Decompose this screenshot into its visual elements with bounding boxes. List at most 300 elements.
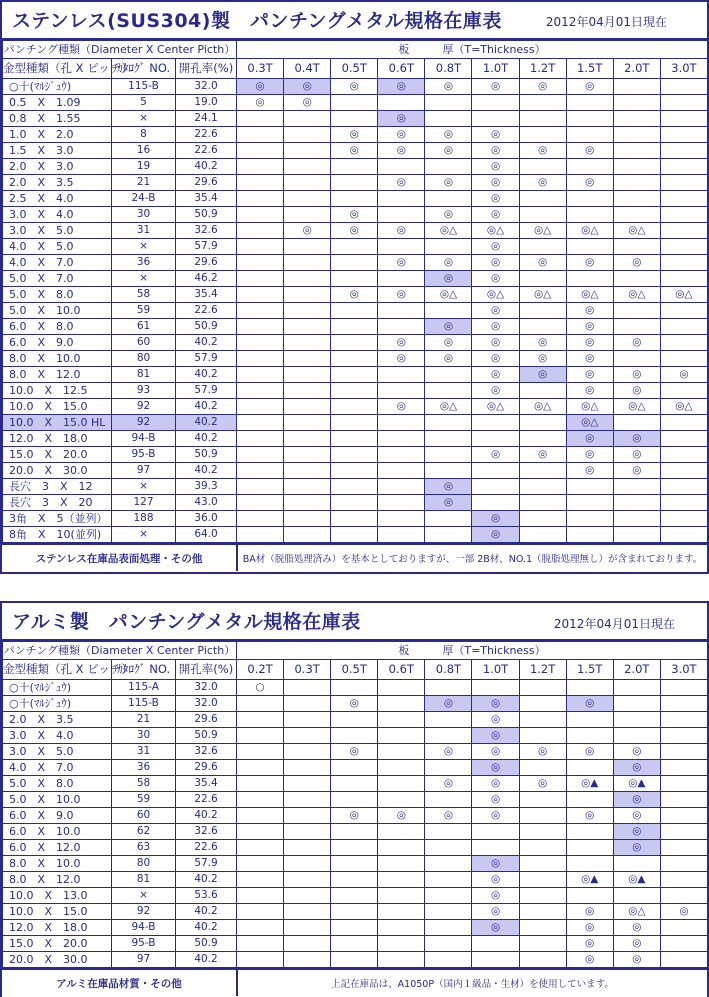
stock-mark-cell [237,255,284,271]
table-row [3,712,708,728]
stock-mark-cell [519,527,566,543]
stock-mark-cell [660,271,707,287]
catalog-no-cell: 19 [112,159,176,175]
die-type-cell: 8.0 X 10.0 [3,351,112,367]
table-row [3,367,708,383]
table-row [3,351,708,367]
stainless-thickness-8: 2.0T [613,59,660,79]
stock-mark-cell [660,79,707,95]
stock-mark-cell [284,383,331,399]
stock-mark-cell [660,431,707,447]
stock-mark-cell [613,111,660,127]
stock-mark-cell [331,760,378,776]
stock-mark-cell [237,159,284,175]
stock-mark-cell [613,271,660,287]
stock-mark-cell [331,728,378,744]
stock-mark-cell [660,888,707,904]
stock-mark-cell [378,680,425,696]
stock-mark-cell: ◎ [519,79,566,95]
stock-mark-cell [284,415,331,431]
stock-mark-cell: ◎△ [613,223,660,239]
open-rate-cell: 40.2 [176,808,237,824]
stock-mark-cell [660,824,707,840]
catalog-no-cell: × [112,271,176,287]
stock-mark-cell [284,495,331,511]
stock-mark-cell [613,728,660,744]
stock-mark-cell [425,463,472,479]
aluminum-thickness-2: 0.5T [331,660,378,680]
stock-mark-cell [331,351,378,367]
stock-mark-cell: ◎ [472,696,519,712]
stock-mark-cell: ◎ [613,920,660,936]
table-row [3,287,708,303]
stock-mark-cell [331,111,378,127]
stock-mark-cell: ◎▲ [613,776,660,792]
stock-mark-cell [237,712,284,728]
stock-mark-cell [237,744,284,760]
stock-mark-cell: ◎ [472,319,519,335]
stock-mark-cell: ◎ [425,335,472,351]
stock-mark-cell [284,920,331,936]
stainless-thickness-4: 0.8T [425,59,472,79]
stock-mark-cell [378,495,425,511]
catalog-no-cell: 62 [112,824,176,840]
stock-mark-cell: ◎ [613,936,660,952]
stock-mark-cell: ◎ [425,495,472,511]
stock-mark-cell [613,680,660,696]
table-row [3,744,708,760]
stock-mark-cell [378,872,425,888]
die-type-cell: 6.0 X 8.0 [3,319,112,335]
stock-mark-cell: ◎ [613,335,660,351]
stock-mark-cell [472,415,519,431]
stock-mark-cell [378,760,425,776]
stock-mark-cell: ◎ [472,383,519,399]
stock-mark-cell [237,888,284,904]
stock-mark-cell [331,399,378,415]
stock-mark-cell: ◎ [331,744,378,760]
catalog-no-cell: 94-B [112,431,176,447]
die-type-cell: 6.0 X 9.0 [3,808,112,824]
stock-mark-cell [613,319,660,335]
stock-mark-cell [284,143,331,159]
stock-mark-cell [331,319,378,335]
catalog-no-cell: × [112,888,176,904]
stock-mark-cell: ◎ [472,808,519,824]
stock-mark-cell [519,920,566,936]
catalog-no-cell: 92 [112,415,176,431]
stock-mark-cell: ◎ [472,920,519,936]
open-rate-cell: 32.0 [176,680,237,696]
stock-mark-cell: ◎ [425,319,472,335]
table-row [3,335,708,351]
open-rate-cell: 40.2 [176,431,237,447]
table-row [3,776,708,792]
stock-mark-cell [331,95,378,111]
stock-mark-cell: ◎ [472,79,519,95]
open-rate-cell: 46.2 [176,271,237,287]
stock-mark-cell: ◎ [331,287,378,303]
stock-mark-cell [331,904,378,920]
stock-mark-cell [613,239,660,255]
stock-mark-cell [284,952,331,968]
stock-mark-cell [660,776,707,792]
stock-mark-cell: ◎△ [472,223,519,239]
open-rate-cell: 64.0 [176,527,237,543]
open-rate-cell: 43.0 [176,495,237,511]
table-row [3,431,708,447]
die-type-cell: 10.0 X 15.0 HL [3,415,112,431]
stock-mark-cell [284,728,331,744]
open-rate-cell: 19.0 [176,95,237,111]
stock-mark-cell [284,527,331,543]
stock-mark-cell [660,351,707,367]
stock-mark-cell: ◎ [425,79,472,95]
catalog-no-cell: 36 [112,760,176,776]
catalog-no-cell: 81 [112,367,176,383]
stock-mark-cell [660,808,707,824]
stock-mark-cell [237,223,284,239]
stock-mark-cell: ◎ [331,223,378,239]
stainless-thickness-label: 板 厚（T=Thickness） [237,41,708,59]
stock-mark-cell [519,904,566,920]
table-row [3,463,708,479]
stock-mark-cell: ◎ [566,319,613,335]
stock-mark-cell [519,952,566,968]
open-rate-cell: 22.6 [176,143,237,159]
stock-mark-cell: ◎ [472,207,519,223]
table-row [3,319,708,335]
stock-mark-cell: ◎ [378,808,425,824]
stock-mark-cell [425,936,472,952]
stock-mark-cell [660,319,707,335]
stock-mark-cell: ◎ [472,303,519,319]
stock-mark-cell [284,888,331,904]
stock-mark-cell [519,463,566,479]
die-type-cell: 6.0 X 10.0 [3,824,112,840]
stock-mark-cell: ◎ [378,351,425,367]
catalog-no-cell: 36 [112,255,176,271]
open-rate-cell: 35.4 [176,776,237,792]
stock-mark-cell: ◎ [566,367,613,383]
stock-mark-cell [519,383,566,399]
stock-mark-cell [425,447,472,463]
stock-mark-cell: ◎ [378,335,425,351]
stock-mark-cell [519,511,566,527]
table-row [3,399,708,415]
stock-mark-cell [660,383,707,399]
stock-mark-cell: ◎△ [472,399,519,415]
table-row [3,952,708,968]
table-row [3,415,708,431]
table-row [3,191,708,207]
aluminum-thickness-3: 0.6T [378,660,425,680]
stock-mark-cell: ◎ [331,143,378,159]
stock-mark-cell [660,744,707,760]
table-row [3,872,708,888]
stock-mark-cell [660,463,707,479]
stock-mark-cell [613,79,660,95]
stock-mark-cell: ◎ [331,79,378,95]
open-rate-cell: 40.2 [176,904,237,920]
table-row [3,207,708,223]
stock-mark-cell: ◎ [472,447,519,463]
table-row [3,383,708,399]
stock-mark-cell [284,127,331,143]
open-rate-cell: 50.9 [176,728,237,744]
stock-mark-cell [331,175,378,191]
table-row [3,255,708,271]
stock-mark-cell: ◎△ [425,287,472,303]
stock-mark-cell: ◎ [566,952,613,968]
stock-mark-cell [566,127,613,143]
table-row [3,936,708,952]
open-rate-cell: 22.6 [176,840,237,856]
stock-mark-cell [284,271,331,287]
stainless-thickness-3: 0.6T [378,59,425,79]
stock-mark-cell [613,479,660,495]
stock-mark-cell [613,712,660,728]
stock-mark-cell: ◎ [472,159,519,175]
stock-mark-cell: ◎ [519,351,566,367]
stock-mark-cell [284,511,331,527]
stock-mark-cell [425,383,472,399]
stock-mark-cell: ◎ [472,904,519,920]
stock-mark-cell [660,303,707,319]
stock-mark-cell [660,792,707,808]
stock-mark-cell: ◎ [425,479,472,495]
stock-mark-cell [237,904,284,920]
stock-mark-cell [660,111,707,127]
stock-mark-cell [519,95,566,111]
stock-mark-cell: ◎△ [613,904,660,920]
stock-mark-cell: ◎ [472,351,519,367]
stock-mark-cell [378,696,425,712]
open-rate-cell: 40.2 [176,399,237,415]
catalog-no-cell: 30 [112,728,176,744]
stainless-thickness-1: 0.4T [284,59,331,79]
stainless-group-header-row [3,41,708,59]
stock-mark-cell: ◎ [519,143,566,159]
stainless-thickness-7: 1.5T [566,59,613,79]
aluminum-panel [0,601,709,997]
die-type-cell: 4.0 X 7.0 [3,760,112,776]
stock-mark-cell [378,776,425,792]
stainless-col-header-2: 開孔率(%) [176,59,237,79]
aluminum-stock-table [2,641,708,968]
stock-mark-cell [660,127,707,143]
table-row [3,904,708,920]
die-type-cell: 5.0 X 10.0 [3,792,112,808]
stock-mark-cell [378,936,425,952]
stock-mark-cell: ◎ [566,175,613,191]
stock-mark-cell: ◎ [613,840,660,856]
open-rate-cell: 50.9 [176,319,237,335]
catalog-no-cell: 59 [112,303,176,319]
stainless-thickness-6: 1.2T [519,59,566,79]
stock-mark-cell [284,808,331,824]
stock-mark-cell: ◎ [472,239,519,255]
open-rate-cell: 53.6 [176,888,237,904]
stock-mark-cell [472,824,519,840]
stock-mark-cell: ◎ [613,463,660,479]
die-type-cell: 10.0 X 12.5 [3,383,112,399]
stock-mark-cell [425,680,472,696]
aluminum-column-header-row [3,660,708,680]
stock-mark-cell [660,728,707,744]
table-row [3,271,708,287]
stock-mark-cell [284,936,331,952]
stock-mark-cell [237,511,284,527]
aluminum-thickness-1: 0.3T [284,660,331,680]
stock-mark-cell: ◎ [472,872,519,888]
stock-mark-cell [425,872,472,888]
stock-mark-cell [613,351,660,367]
stock-mark-cell [237,335,284,351]
stock-mark-cell [472,495,519,511]
stock-mark-cell: ◎ [613,367,660,383]
stock-mark-cell [331,776,378,792]
stock-mark-cell: ◎ [331,808,378,824]
aluminum-group-header-row [3,642,708,660]
stock-mark-cell [425,712,472,728]
stainless-thickness-2: 0.5T [331,59,378,79]
stock-mark-cell [331,415,378,431]
stock-mark-cell [378,383,425,399]
stock-mark-cell [613,415,660,431]
stock-mark-cell [660,527,707,543]
stainless-thickness-9: 3.0T [660,59,707,79]
stock-mark-cell: ◎ [566,447,613,463]
stock-mark-cell [378,159,425,175]
stock-mark-cell: ◎ [566,904,613,920]
stock-mark-cell [331,792,378,808]
stock-mark-cell: ◎△ [519,223,566,239]
stock-mark-cell: ◎ [425,808,472,824]
stock-mark-cell [237,479,284,495]
stock-mark-cell [237,776,284,792]
stock-mark-cell: ◎△ [425,399,472,415]
catalog-no-cell: 31 [112,223,176,239]
stock-mark-cell: ◎ [378,255,425,271]
aluminum-footer-note: 上記在庫品は、A1050P（国内１級品・生材）を使用しています。 [331,979,614,990]
stock-mark-cell: ◎ [425,271,472,287]
catalog-no-cell: 95-B [112,447,176,463]
stock-mark-cell [284,744,331,760]
stock-mark-cell: ◎△ [566,399,613,415]
stock-mark-cell [566,239,613,255]
die-type-cell: 4.0 X 5.0 [3,239,112,255]
catalog-no-cell: × [112,527,176,543]
table-row [3,159,708,175]
table-row [3,760,708,776]
die-type-cell: 20.0 X 30.0 [3,952,112,968]
stock-mark-cell [660,175,707,191]
stock-mark-cell [284,760,331,776]
stock-mark-cell: ◎ [566,255,613,271]
table-row [3,79,708,95]
stock-mark-cell [425,303,472,319]
stock-mark-cell [519,760,566,776]
open-rate-cell: 24.1 [176,111,237,127]
stock-mark-cell: ◎ [378,111,425,127]
die-type-cell: 8.0 X 12.0 [3,872,112,888]
open-rate-cell: 22.6 [176,127,237,143]
stock-mark-cell [237,367,284,383]
stock-mark-cell [519,207,566,223]
stock-mark-cell: ◎ [237,79,284,95]
table-row [3,888,708,904]
stock-mark-cell [519,872,566,888]
stock-mark-cell: ◎ [378,143,425,159]
stock-mark-cell [425,527,472,543]
die-type-cell: 5.0 X 8.0 [3,287,112,303]
stock-mark-cell: ◎ [660,904,707,920]
die-type-cell: 2.5 X 4.0 [3,191,112,207]
stock-mark-cell [237,175,284,191]
stock-mark-cell [378,303,425,319]
stock-mark-cell [331,271,378,287]
stock-mark-cell [237,415,284,431]
stock-mark-cell [284,351,331,367]
catalog-no-cell: 115-B [112,79,176,95]
stock-mark-cell [660,415,707,431]
stock-mark-cell [331,479,378,495]
stock-mark-cell: ◎ [472,191,519,207]
stock-mark-cell [425,191,472,207]
stock-mark-cell: ◎ [566,696,613,712]
die-type-cell: 8.0 X 10.0 [3,856,112,872]
stock-mark-cell: ◎ [613,824,660,840]
stock-mark-cell [237,271,284,287]
stock-mark-cell [472,431,519,447]
aluminum-thickness-5: 1.0T [472,660,519,680]
stock-mark-cell [237,207,284,223]
stock-mark-cell [425,159,472,175]
stock-mark-cell [660,191,707,207]
stock-mark-cell [566,888,613,904]
stock-mark-cell [566,824,613,840]
stock-mark-cell [519,239,566,255]
table-row [3,856,708,872]
stock-mark-cell [378,744,425,760]
stock-mark-cell: ◎▲ [566,776,613,792]
stock-mark-cell: ◎ [331,127,378,143]
stock-mark-cell [331,383,378,399]
stock-mark-cell [378,888,425,904]
aluminum-thickness-4: 0.8T [425,660,472,680]
stock-mark-cell [613,495,660,511]
stock-mark-cell: ◎△ [425,223,472,239]
die-type-cell: 4.0 X 7.0 [3,255,112,271]
stock-mark-cell [660,872,707,888]
catalog-no-cell: 81 [112,872,176,888]
stock-mark-cell [613,511,660,527]
open-rate-cell: 39.3 [176,479,237,495]
stock-mark-cell [284,367,331,383]
stock-mark-cell [660,255,707,271]
stock-mark-cell [284,776,331,792]
stock-mark-cell [566,111,613,127]
stock-mark-cell: ◎ [613,447,660,463]
stainless-col-header-1: ｶﾀﾛｸﾞ NO. [112,59,176,79]
catalog-no-cell: 60 [112,335,176,351]
stock-mark-cell [378,367,425,383]
stock-mark-cell [378,511,425,527]
stock-mark-cell [519,840,566,856]
stock-mark-cell [331,367,378,383]
stock-mark-cell [660,920,707,936]
